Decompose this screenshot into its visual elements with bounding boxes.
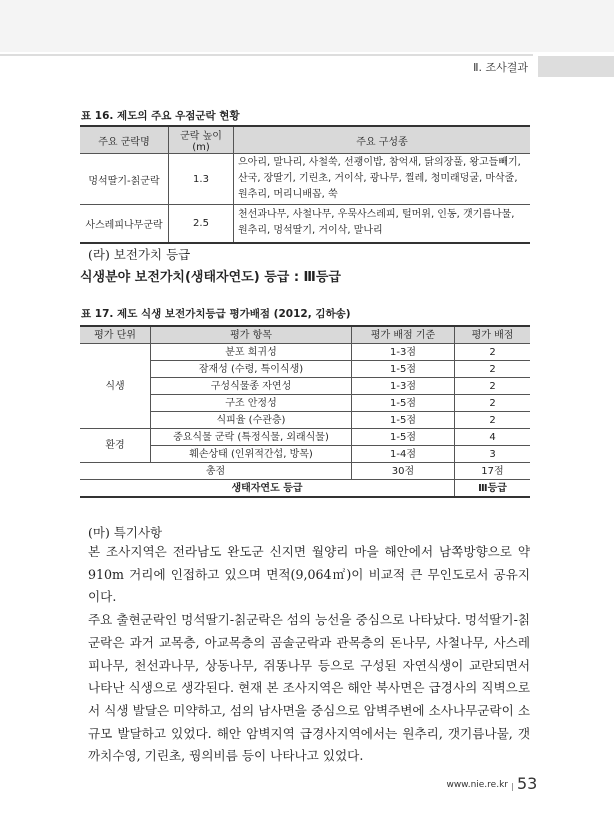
chapter-tab [538, 56, 614, 77]
cell: 2 [455, 395, 531, 412]
header-rule [0, 54, 533, 56]
cell: 2 [455, 378, 531, 395]
cell: 1-4점 [352, 446, 455, 463]
cell: 중요식물 군락 (특정식물, 외래식물) [151, 429, 352, 446]
cell: 2 [455, 361, 531, 378]
cell: 환경 [80, 429, 151, 463]
cell: 분포 희귀성 [151, 344, 352, 361]
grade-statement: 식생분야 보전가치(생태자연도) 등급 : Ⅲ등급 [80, 270, 341, 285]
table16-caption: 표 16. 제도의 주요 우점군락 현황 [81, 110, 240, 122]
cell: 1.3 [169, 154, 234, 205]
paragraph: 주요 출현군락인 멍석딸기-칡군락은 섬의 능선을 중심으로 나타났다. 멍석딸기-칡군락은 과거 교목층, 아교목층의 곰솔군락과 관목층의 돈나무, 사철나무, 사스레피나무, 천선과나무, 상동나무, 쥐똥나무 등으로 구성된 자연식생이 교란되면서 나타난 식생으로 생각된다. 현재 본 조사지역은 해안 북사면은 급경사의 직벽으로서 식생 발달은 미약하고, 섬의 남사면을 중심으로 암벽주변에 소사나무군락이 소규모 발달하고 있었다. 해안 암벽지역 급경사지역에서는 원추리, 갯기름나물, 갯까치수영, 기린초, 꿩의비름 등이 나타나고 있었다. [88, 612, 530, 764]
cell: 훼손상태 (인위적간섭, 방목) [151, 446, 352, 463]
total-row [80, 463, 530, 480]
cell: 2 [455, 344, 531, 361]
cell: Ⅲ등급 [455, 480, 531, 498]
cell: 1-5점 [352, 361, 455, 378]
col-header: 평가 배점 [455, 326, 531, 344]
cell: 4 [455, 429, 531, 446]
col-header: 평가 단위 [80, 326, 151, 344]
cell: 식피율 (수관층) [151, 412, 352, 429]
cell: 식생 [80, 344, 151, 429]
table-row [80, 429, 530, 446]
cell: 생태자연도 등급 [80, 480, 455, 498]
table16 [80, 125, 530, 244]
cell: 1-3점 [352, 344, 455, 361]
cell: 구성식물종 자연성 [151, 378, 352, 395]
col-header: 주요 구성종 [234, 126, 531, 154]
cell: 천선과나무, 사철나무, 우묵사스레피, 털머위, 인동, 갯기름나물, 원추리, 멍석딸기, 거이삭, 말나리 [234, 205, 531, 243]
col-header: 평가 항목 [151, 326, 352, 344]
col-header: 군락 높이(m) [169, 126, 234, 154]
table-row [80, 205, 530, 243]
paragraph: 본 조사지역은 전라남도 완도군 신지면 월양리 마을 해안에서 남쪽방향으로 약 910m 거리에 인접하고 있으며 면적(9,064㎡)이 비교적 큰 무인도로서 공유지이다. [88, 544, 530, 605]
cell: 1-5점 [352, 429, 455, 446]
body-text [88, 541, 530, 768]
chapter-title: Ⅱ. 조사결과 [473, 61, 528, 74]
col-header: 평가 배점 기준 [352, 326, 455, 344]
cell: 1-5점 [352, 412, 455, 429]
cell: 으아리, 말나리, 사철쑥, 선괭이밥, 참억새, 닭의장풀, 왕고들빼기, 산국, 장딸기, 기린초, 거이삭, 광나무, 찔레, 청미래덩굴, 마삭줄, 원추리, 머리니배꼽, 쑥 [234, 154, 531, 205]
cell: 3 [455, 446, 531, 463]
col-header: 주요 군락명 [80, 126, 169, 154]
cell: 멍석딸기-칡군락 [80, 154, 169, 205]
cell: 잠재성 (수령, 특이식생) [151, 361, 352, 378]
section-heading: (마) 특기사항 [88, 525, 163, 540]
cell: 구조 안정성 [151, 395, 352, 412]
table17-caption: 표 17. 제도 식생 보전가치등급 평가배점 (2012, 김하송) [81, 308, 351, 320]
top-band [0, 0, 614, 52]
footer-url: www.nie.re.kr [446, 780, 508, 790]
table17 [80, 325, 530, 498]
cell: 2.5 [169, 205, 234, 243]
cell: 1-5점 [352, 395, 455, 412]
table-row [80, 154, 530, 205]
cell: 사스레피나무군락 [80, 205, 169, 243]
grade-row [80, 480, 530, 498]
section-heading: (라) 보전가치 등급 [88, 247, 191, 262]
cell: 2 [455, 412, 531, 429]
page-number: 53 [517, 774, 538, 793]
table-row [80, 344, 530, 361]
cell: 총점 [80, 463, 352, 480]
cell: 30점 [352, 463, 455, 480]
cell: 1-3점 [352, 378, 455, 395]
footer-separator [512, 783, 513, 791]
cell: 17점 [455, 463, 531, 480]
